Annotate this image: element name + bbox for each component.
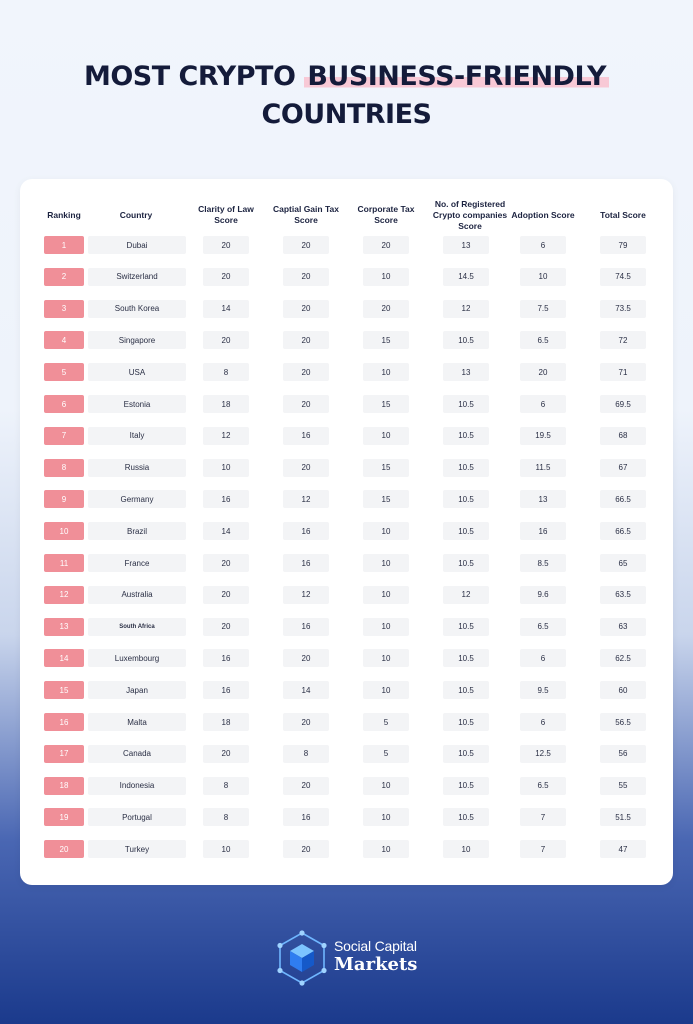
cell-adoption: 7.5: [520, 300, 566, 318]
cell-adoption: 7: [520, 808, 566, 826]
cell-rank: 18: [44, 777, 84, 795]
cell-corporate-tax: 20: [363, 236, 409, 254]
cell-adoption: 19.5: [520, 427, 566, 445]
cell-capital-gain-tax: 20: [283, 363, 329, 381]
cell-total: 67: [600, 459, 646, 477]
cell-clarity-of-law: 20: [203, 268, 249, 286]
cell-total: 72: [600, 331, 646, 349]
cell-corporate-tax: 10: [363, 840, 409, 858]
cell-country: South Korea: [88, 300, 186, 318]
table-row: [20, 268, 673, 286]
cell-capital-gain-tax: 20: [283, 840, 329, 858]
cell-rank: 8: [44, 459, 84, 477]
cell-total: 63: [600, 618, 646, 636]
cell-rank: 13: [44, 618, 84, 636]
cell-total: 51.5: [600, 808, 646, 826]
header-capital-gain-tax: Captial Gain Tax Score: [273, 204, 339, 225]
table-row: [20, 713, 673, 731]
cell-clarity-of-law: 10: [203, 840, 249, 858]
cell-corporate-tax: 10: [363, 363, 409, 381]
cell-capital-gain-tax: 12: [283, 490, 329, 508]
cell-clarity-of-law: 16: [203, 490, 249, 508]
cell-rank: 3: [44, 300, 84, 318]
cell-registered-companies: 10.5: [443, 331, 489, 349]
cell-registered-companies: 10.5: [443, 745, 489, 763]
brand-logo: [276, 930, 426, 986]
cell-adoption: 6: [520, 649, 566, 667]
cell-total: 66.5: [600, 522, 646, 540]
cell-capital-gain-tax: 16: [283, 554, 329, 572]
cell-clarity-of-law: 8: [203, 777, 249, 795]
cell-clarity-of-law: 12: [203, 427, 249, 445]
cell-registered-companies: 10: [443, 840, 489, 858]
cell-corporate-tax: 10: [363, 522, 409, 540]
cell-capital-gain-tax: 20: [283, 713, 329, 731]
cell-total: 69.5: [600, 395, 646, 413]
cell-capital-gain-tax: 20: [283, 395, 329, 413]
cell-total: 60: [600, 681, 646, 699]
cell-rank: 12: [44, 586, 84, 604]
cell-registered-companies: 12: [443, 300, 489, 318]
cell-rank: 7: [44, 427, 84, 445]
cell-clarity-of-law: 18: [203, 395, 249, 413]
cell-capital-gain-tax: 20: [283, 268, 329, 286]
cell-adoption: 8.5: [520, 554, 566, 572]
table-row: [20, 618, 673, 636]
cell-corporate-tax: 10: [363, 681, 409, 699]
cell-registered-companies: 10.5: [443, 490, 489, 508]
header-country: Country: [119, 209, 153, 220]
cell-total: 62.5: [600, 649, 646, 667]
cell-rank: 10: [44, 522, 84, 540]
cell-adoption: 7: [520, 840, 566, 858]
cell-registered-companies: 10.5: [443, 713, 489, 731]
cell-country: Portugal: [88, 808, 186, 826]
cell-country: Estonia: [88, 395, 186, 413]
table-row: [20, 459, 673, 477]
table-row: [20, 808, 673, 826]
cell-adoption: 10: [520, 268, 566, 286]
cell-registered-companies: 13: [443, 363, 489, 381]
cell-total: 71: [600, 363, 646, 381]
cell-corporate-tax: 15: [363, 331, 409, 349]
cell-adoption: 6: [520, 713, 566, 731]
cell-registered-companies: 10.5: [443, 554, 489, 572]
logo-text-line1: Social Capital: [334, 938, 417, 954]
cell-country: Brazil: [88, 522, 186, 540]
cell-registered-companies: 10.5: [443, 681, 489, 699]
header-clarity-of-law: Clarity of Law Score: [198, 204, 254, 225]
header-registered-companies: No. of Registered Crypto companies Score: [432, 198, 508, 231]
cell-rank: 2: [44, 268, 84, 286]
table-row: [20, 840, 673, 858]
cell-capital-gain-tax: 14: [283, 681, 329, 699]
header-rank: Ranking: [47, 209, 81, 220]
cell-country: USA: [88, 363, 186, 381]
cell-capital-gain-tax: 16: [283, 427, 329, 445]
cell-total: 74.5: [600, 268, 646, 286]
cell-capital-gain-tax: 20: [283, 649, 329, 667]
cell-rank: 16: [44, 713, 84, 731]
table-row: [20, 363, 673, 381]
ranking-table: [20, 179, 673, 885]
cell-clarity-of-law: 14: [203, 522, 249, 540]
cell-total: 63.5: [600, 586, 646, 604]
cell-country: Canada: [88, 745, 186, 763]
table-row: [20, 490, 673, 508]
cell-corporate-tax: 5: [363, 713, 409, 731]
cell-total: 73.5: [600, 300, 646, 318]
cell-rank: 15: [44, 681, 84, 699]
cell-country: Dubai: [88, 236, 186, 254]
cell-registered-companies: 10.5: [443, 777, 489, 795]
cell-corporate-tax: 10: [363, 649, 409, 667]
cell-rank: 14: [44, 649, 84, 667]
cell-rank: 5: [44, 363, 84, 381]
cell-capital-gain-tax: 12: [283, 586, 329, 604]
header-corporate-tax: Corporate Tax Score: [357, 204, 415, 225]
cell-registered-companies: 10.5: [443, 427, 489, 445]
cell-adoption: 6.5: [520, 777, 566, 795]
table-row: [20, 681, 673, 699]
cell-corporate-tax: 10: [363, 554, 409, 572]
cell-adoption: 6.5: [520, 618, 566, 636]
cell-country: Malta: [88, 713, 186, 731]
cell-total: 56: [600, 745, 646, 763]
cell-corporate-tax: 5: [363, 745, 409, 763]
cell-corporate-tax: 10: [363, 618, 409, 636]
cell-corporate-tax: 15: [363, 395, 409, 413]
cell-corporate-tax: 15: [363, 459, 409, 477]
table-row: [20, 427, 673, 445]
cell-adoption: 16: [520, 522, 566, 540]
cell-total: 79: [600, 236, 646, 254]
table-row: [20, 777, 673, 795]
cell-registered-companies: 12: [443, 586, 489, 604]
cell-adoption: 11.5: [520, 459, 566, 477]
cell-clarity-of-law: 20: [203, 618, 249, 636]
cell-country: Japan: [88, 681, 186, 699]
header-adoption: Adoption Score: [511, 209, 575, 220]
cell-registered-companies: 10.5: [443, 649, 489, 667]
cell-country: South Africa: [88, 618, 186, 636]
cell-capital-gain-tax: 16: [283, 522, 329, 540]
cell-total: 68: [600, 427, 646, 445]
page-title: [0, 58, 693, 134]
table-row: [20, 649, 673, 667]
cell-clarity-of-law: 18: [203, 713, 249, 731]
cell-corporate-tax: 10: [363, 808, 409, 826]
cell-clarity-of-law: 16: [203, 681, 249, 699]
cell-country: Russia: [88, 459, 186, 477]
table-row: [20, 236, 673, 254]
table-row: [20, 300, 673, 318]
cell-adoption: 12.5: [520, 745, 566, 763]
cell-capital-gain-tax: 20: [283, 300, 329, 318]
cell-country: Luxembourg: [88, 649, 186, 667]
cell-rank: 9: [44, 490, 84, 508]
cell-registered-companies: 10.5: [443, 808, 489, 826]
cell-adoption: 9.6: [520, 586, 566, 604]
title-line2: COUNTRIES: [261, 99, 432, 130]
cell-registered-companies: 14.5: [443, 268, 489, 286]
cell-country: Switzerland: [88, 268, 186, 286]
cell-adoption: 6: [520, 236, 566, 254]
cell-total: 47: [600, 840, 646, 858]
title-highlight: BUSINESS-FRIENDLY: [304, 61, 609, 92]
cell-adoption: 6: [520, 395, 566, 413]
cell-registered-companies: 10.5: [443, 459, 489, 477]
cell-registered-companies: 13: [443, 236, 489, 254]
cell-total: 56.5: [600, 713, 646, 731]
cell-clarity-of-law: 20: [203, 236, 249, 254]
cell-clarity-of-law: 10: [203, 459, 249, 477]
header-total: Total Score: [600, 209, 646, 220]
cell-registered-companies: 10.5: [443, 618, 489, 636]
cell-clarity-of-law: 8: [203, 808, 249, 826]
cell-corporate-tax: 10: [363, 586, 409, 604]
cell-capital-gain-tax: 20: [283, 777, 329, 795]
cell-capital-gain-tax: 16: [283, 618, 329, 636]
table-row: [20, 522, 673, 540]
hexagon-cube-icon: [276, 930, 328, 986]
cell-capital-gain-tax: 8: [283, 745, 329, 763]
cell-rank: 17: [44, 745, 84, 763]
cell-total: 65: [600, 554, 646, 572]
cell-corporate-tax: 15: [363, 490, 409, 508]
cell-clarity-of-law: 8: [203, 363, 249, 381]
table-row: [20, 395, 673, 413]
cell-rank: 4: [44, 331, 84, 349]
cell-clarity-of-law: 20: [203, 331, 249, 349]
cell-rank: 11: [44, 554, 84, 572]
cell-registered-companies: 10.5: [443, 522, 489, 540]
cell-corporate-tax: 10: [363, 268, 409, 286]
cell-capital-gain-tax: 20: [283, 459, 329, 477]
cell-adoption: 13: [520, 490, 566, 508]
cell-total: 55: [600, 777, 646, 795]
cell-clarity-of-law: 20: [203, 586, 249, 604]
cell-country: Indonesia: [88, 777, 186, 795]
cell-capital-gain-tax: 16: [283, 808, 329, 826]
cell-clarity-of-law: 14: [203, 300, 249, 318]
table-row: [20, 586, 673, 604]
cell-rank: 20: [44, 840, 84, 858]
cell-adoption: 9.5: [520, 681, 566, 699]
cell-rank: 1: [44, 236, 84, 254]
cell-country: France: [88, 554, 186, 572]
cell-country: Turkey: [88, 840, 186, 858]
cell-country: Italy: [88, 427, 186, 445]
cell-corporate-tax: 20: [363, 300, 409, 318]
cell-clarity-of-law: 16: [203, 649, 249, 667]
cell-clarity-of-law: 20: [203, 554, 249, 572]
cell-corporate-tax: 10: [363, 427, 409, 445]
table-header: [20, 197, 673, 233]
logo-text-line2: Markets: [334, 954, 418, 975]
table-row: [20, 554, 673, 572]
cell-rank: 6: [44, 395, 84, 413]
cell-adoption: 6.5: [520, 331, 566, 349]
table-row: [20, 745, 673, 763]
cell-adoption: 20: [520, 363, 566, 381]
cell-total: 66.5: [600, 490, 646, 508]
cell-country: Australia: [88, 586, 186, 604]
title-part1: MOST CRYPTO: [83, 61, 296, 92]
cell-corporate-tax: 10: [363, 777, 409, 795]
cell-rank: 19: [44, 808, 84, 826]
cell-country: Singapore: [88, 331, 186, 349]
cell-registered-companies: 10.5: [443, 395, 489, 413]
cell-capital-gain-tax: 20: [283, 236, 329, 254]
cell-country: Germany: [88, 490, 186, 508]
cell-capital-gain-tax: 20: [283, 331, 329, 349]
table-row: [20, 331, 673, 349]
cell-clarity-of-law: 20: [203, 745, 249, 763]
